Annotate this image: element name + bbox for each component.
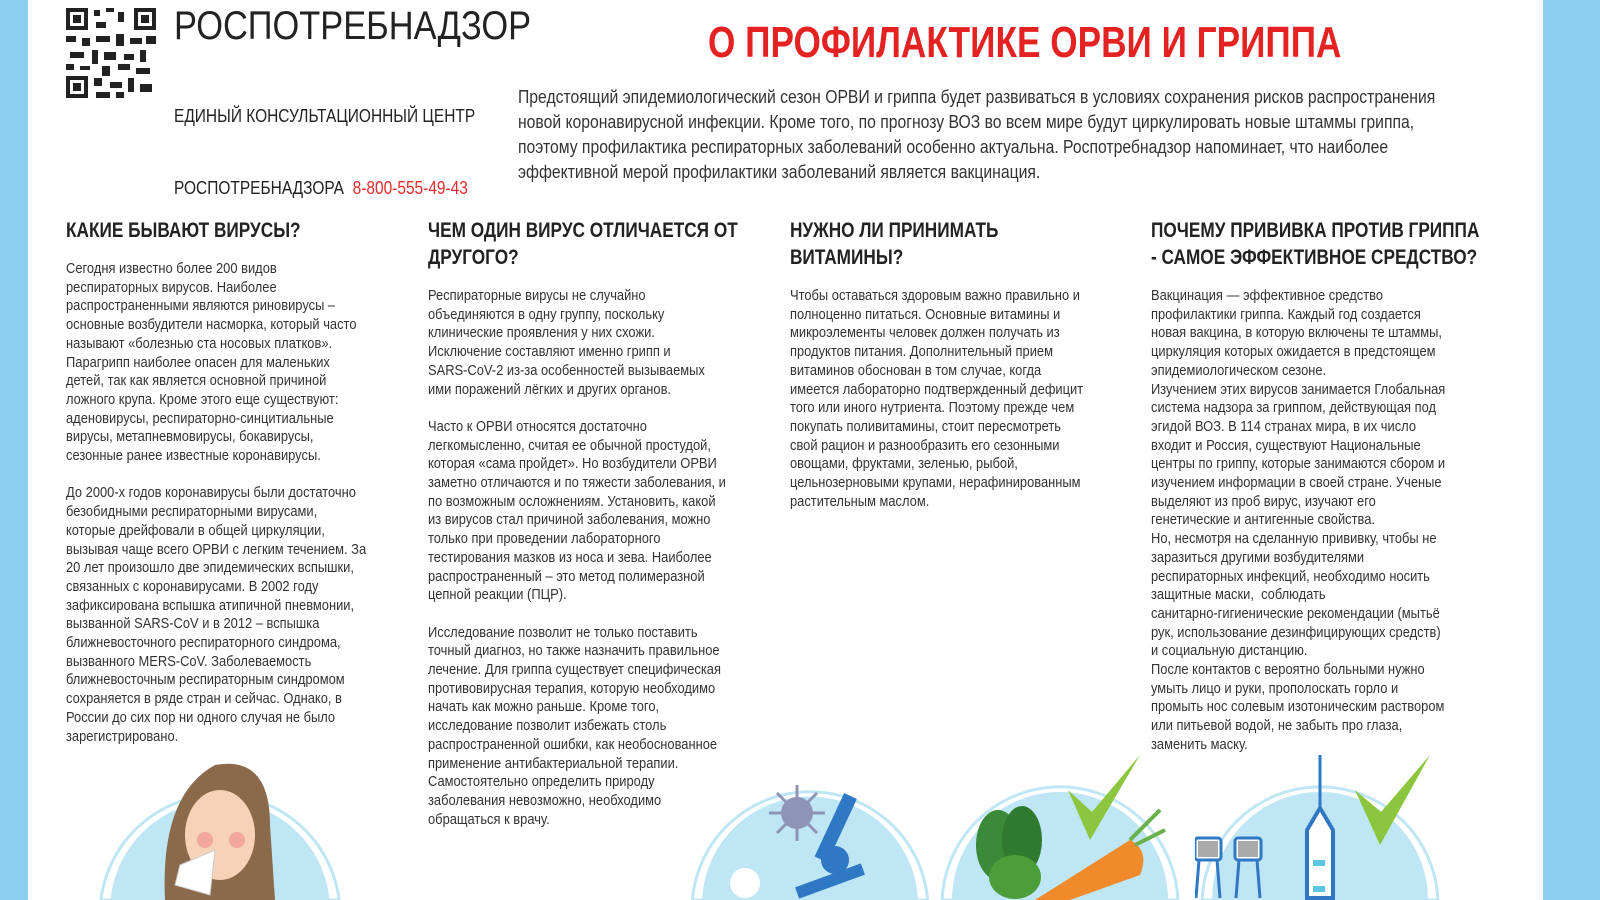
column-vitamins xyxy=(790,217,1120,530)
syringe-icon xyxy=(1307,755,1333,898)
vaccine-illustration xyxy=(1195,750,1445,900)
column-paragraph: Исследование позволит не только поставить точный диагноз, но также назначить правильное лечение. Для гриппа существует специфическая противовирусная терапия, которую необходимо начать как можно раньше. Кроме того, исследование позволит избежать столь распространенной ошибки, как необоснованное применение антибактериальной терапии. Самостоятельно определить природу заболевания невозможно, необходимо обращаться к врачу. xyxy=(428,623,721,828)
virus-icon xyxy=(769,785,825,841)
column-differences xyxy=(428,217,758,848)
virus-microscope-illustration xyxy=(685,765,935,900)
column-paragraph: Чтобы оставаться здоровым важно правильно и полноценно питаться. Основные витамины и микроэлементы человек должен получать из продуктов питания. Дополнительный прием витаминов обоснован в том случае, когда имеется лабораторно подтвержденный дефицит того или иного нутриента. Поэтому прежде чем покупать поливитамины, стоит пересмотреть свой рацион и разнообразить его сезонными овощами, фруктами, зеленью, рыбой, цельнозерновыми крупами, нерафинированным растительным маслом. xyxy=(790,287,1084,510)
column-heading: ПОЧЕМУ ПРИВИВКА ПРОТИВ ГРИППА - САМОЕ ЭФФЕКТИВНОЕ СРЕДСТВО? xyxy=(1151,219,1480,269)
column-heading: ЧЕМ ОДИН ВИРУС ОТЛИЧАЕТСЯ ОТ ДРУГОГО? xyxy=(428,219,738,269)
column-paragraph: До 2000-х годов коронавирусы были достаточно безобидными респираторными вирусами, которые дрейфовали в общей циркуляции, вызывая чаще всего ОРВИ с легким течением. За 20 лет произошло две эпидемических вспышки, связанных с коронавирусами. В 2002 году зафиксирована вспышка атипичной пневмонии, вызванной SARS-CoV и в 2012 – вспышка ближневосточного респираторного синдрома, вызванного MERS-CoV. Заболеваемость ближневосточным респираторным синдромом сохраняется в ряде стран и сейчас. Однако, в России до сих пор ни одного случая не было зарегистрировано. xyxy=(66,484,367,745)
column-heading: КАКИЕ БЫВАЮТ ВИРУСЫ? xyxy=(66,219,301,242)
column-viruses xyxy=(66,217,396,765)
column-vaccination xyxy=(1151,217,1481,773)
sick-woman-illustration xyxy=(95,755,345,900)
column-paragraph: Респираторные вирусы не случайно объединяются в одну группу, поскольку клинические проявления у них схожи. Исключение составляют именно грипп и SARS-CoV-2 из-за особенностей вызываемых ими поражений лёгких и других органов. xyxy=(428,287,705,398)
right-border xyxy=(1543,0,1600,900)
center-line-1: ЕДИНЫЙ КОНСУЛЬТАЦИОННЫЙ ЦЕНТР xyxy=(174,106,476,126)
column-paragraph: Часто к ОРВИ относятся достаточно легкомысленно, считая ее обычной простудой, которая «сама пройдет». Но возбудители ОРВИ заметно отличаются и по тяжести заболевания, и по возможным осложнениям. Установить, какой из вирусов стал причиной заболевания, можно только при проведении лабораторного тестирования мазков из носа и зева. Наиболее распространенный – это метод полимеразной цепной реакции (ПЦР). xyxy=(428,417,726,604)
column-paragraph: Сегодня известно более 200 видов респираторных вирусов. Наиболее распространенными являются риновирусы – основные возбудители насморка, который часто называют «болезнью ста носовых платков». Парагрипп наиболее опасен для маленьких детей, так как является основной причиной ложного крупа. Кроме этого еще существуют: аденовирусы, респираторно-синцитиальные вирусы, метапневмовирусы, бокавирусы, сезонные ранее известные коронавирусы. xyxy=(66,260,357,465)
brand-name: РОСПОТРЕБНАДЗОР xyxy=(174,4,532,48)
intro-paragraph: Предстоящий эпидемиологический сезон ОРВИ и гриппа будет развиваться в условиях сохранения рисков распространения новой коронавирусной инфекции. Кроме того, по прогнозу ВОЗ во всем мире будут циркулировать новые штаммы гриппа, поэтому профилактика респираторных заболеваний особенно актуальна. Роспотребнадзор напоминает, что наиболее эффективной мерой профилактики заболеваний является вакцинация. xyxy=(518,86,1436,182)
column-paragraph: Вакцинация — эффективное средство профилактики гриппа. Каждый год создается новая вакцина, в которую включены те штаммы, циркуляция которых ожидается в предстоящем эпидемиологическом сезоне. Изучением этих вирусов занимается Глобальная система надзора за гриппом, действующая под эгидой ВОЗ. В 114 странах мира, в их число входит и Россия, существуют Национальные центры по гриппу, которые занимаются сбором и изучением информации в своей стране. Ученые выделяют из проб вирус, изучают его генетические и антигенные свойства. Но, несмотря на сделанную прививку, чтобы не заразиться другими возбудителями респираторных инфекций, необходимо носить защитные маски, соблюдать санитарно-гигиенические рекомендации (мытьё рук, использование дезинфицирующих средств) и социальную дистанцию. После контактов с вероятно больными нужно умыть лицо и руки, прополоскать горло и промыть нос солевым изотоническим раствором или питьевой водой, не забыть про глаза, заменить маску. xyxy=(1151,287,1446,753)
page-title: О ПРОФИЛАКТИКЕ ОРВИ И ГРИППА xyxy=(708,18,1342,67)
center-line-2: РОСПОТРЕБНАДЗОРА xyxy=(174,178,344,198)
left-border xyxy=(0,0,28,900)
consult-center xyxy=(174,56,475,224)
vegetables-illustration xyxy=(940,750,1180,900)
hotline-phone[interactable]: 8-800-555-49-43 xyxy=(352,178,468,198)
column-heading: НУЖНО ЛИ ПРИНИМАТЬ ВИТАМИНЫ? xyxy=(790,219,999,269)
qr-code-icon xyxy=(66,8,156,98)
